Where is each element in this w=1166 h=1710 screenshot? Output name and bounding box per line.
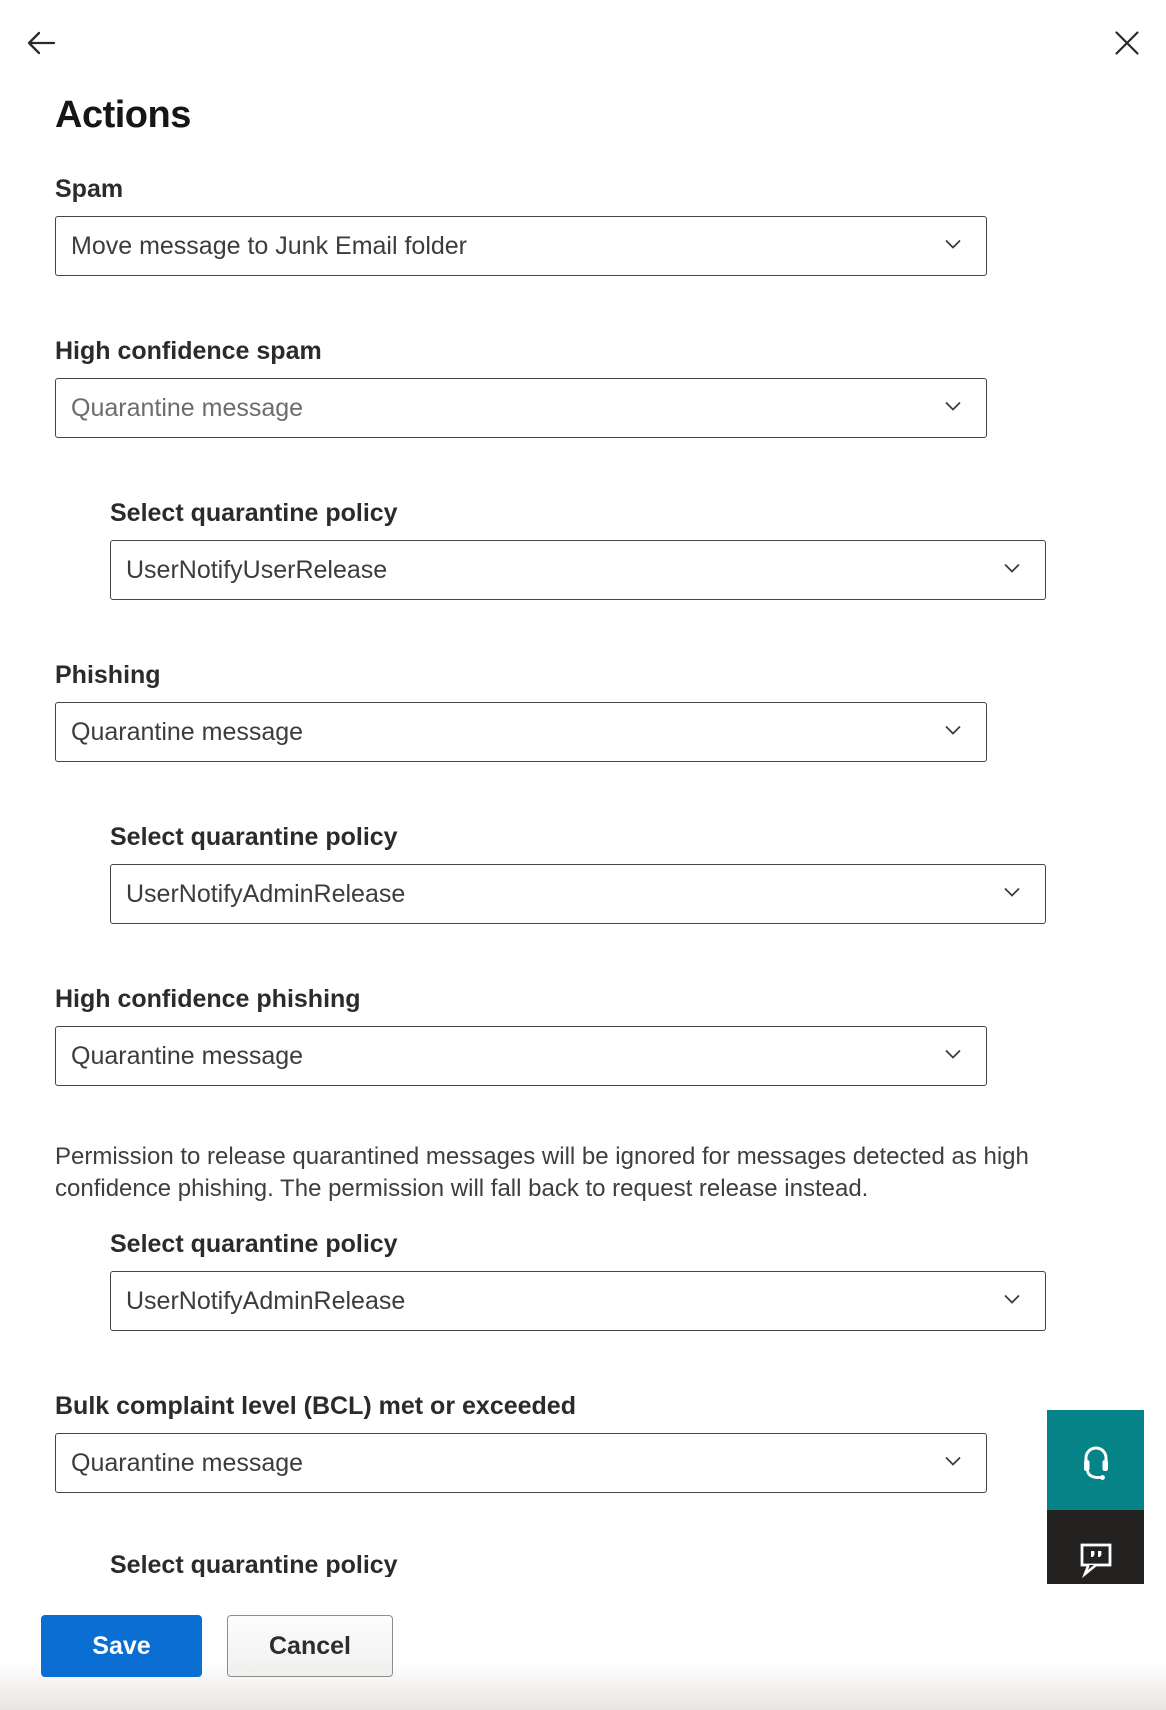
bcl-action-dropdown[interactable] — [55, 1433, 987, 1493]
bcl-action-value: Quarantine message — [71, 1448, 304, 1477]
phishing-label: Phishing — [55, 661, 161, 689]
close-button[interactable] — [1108, 24, 1146, 62]
chevron-down-icon — [942, 1450, 964, 1477]
close-icon — [1112, 46, 1142, 61]
floating-help-buttons — [1047, 1410, 1144, 1606]
high-confidence-phishing-action-value: Quarantine message — [71, 1041, 304, 1070]
hcs-quarantine-policy-label: Select quarantine policy — [110, 499, 398, 527]
hcp-permission-note: Permission to release quarantined messages will be ignored for messages detected as high confidence phishing. The permission will fall back to request release instead. — [55, 1143, 1029, 1202]
hcs-quarantine-policy-value: UserNotifyUserRelease — [126, 555, 388, 584]
arrow-left-icon — [24, 48, 58, 63]
phishing-action-dropdown[interactable] — [55, 702, 987, 762]
chevron-down-icon — [942, 395, 964, 422]
bcl-label: Bulk complaint level (BCL) met or exceeded — [55, 1392, 576, 1420]
phishing-action-value: Quarantine message — [71, 717, 304, 746]
chevron-down-icon — [1001, 881, 1023, 908]
hcp-quarantine-policy-value: UserNotifyAdminRelease — [126, 1286, 406, 1315]
cancel-button[interactable]: Cancel — [227, 1615, 393, 1677]
chevron-down-icon — [942, 1043, 964, 1070]
chevron-down-icon — [1001, 557, 1023, 584]
phishing-quarantine-policy-label: Select quarantine policy — [110, 823, 398, 851]
bcl-quarantine-policy-label-clipped: Select quarantine policy — [110, 1551, 398, 1577]
back-button[interactable] — [20, 22, 62, 64]
phishing-quarantine-policy-dropdown[interactable] — [110, 864, 1046, 924]
chevron-down-icon — [942, 233, 964, 260]
support-button[interactable] — [1047, 1410, 1144, 1510]
headset-icon — [1072, 1436, 1120, 1484]
high-confidence-spam-label: High confidence spam — [55, 337, 322, 365]
spam-action-value: Move message to Junk Email folder — [71, 231, 468, 260]
phishing-quarantine-policy-value: UserNotifyAdminRelease — [126, 879, 406, 908]
high-confidence-spam-action-value: Quarantine message — [71, 393, 304, 422]
save-button[interactable]: Save — [41, 1615, 202, 1677]
footer-bar — [0, 1584, 1166, 1710]
spam-action-dropdown[interactable] — [55, 216, 987, 276]
hcp-quarantine-policy-dropdown[interactable] — [110, 1271, 1046, 1331]
high-confidence-phishing-action-dropdown[interactable] — [55, 1026, 987, 1086]
spam-label: Spam — [55, 175, 124, 203]
chevron-down-icon — [942, 719, 964, 746]
high-confidence-phishing-label: High confidence phishing — [55, 985, 361, 1013]
high-confidence-spam-action-dropdown[interactable] — [55, 378, 987, 438]
chevron-down-icon — [1001, 1288, 1023, 1315]
hcs-quarantine-policy-dropdown[interactable] — [110, 540, 1046, 600]
hcp-quarantine-policy-label: Select quarantine policy — [110, 1230, 398, 1258]
page-title: Actions — [55, 94, 191, 136]
feedback-icon — [1072, 1534, 1120, 1582]
